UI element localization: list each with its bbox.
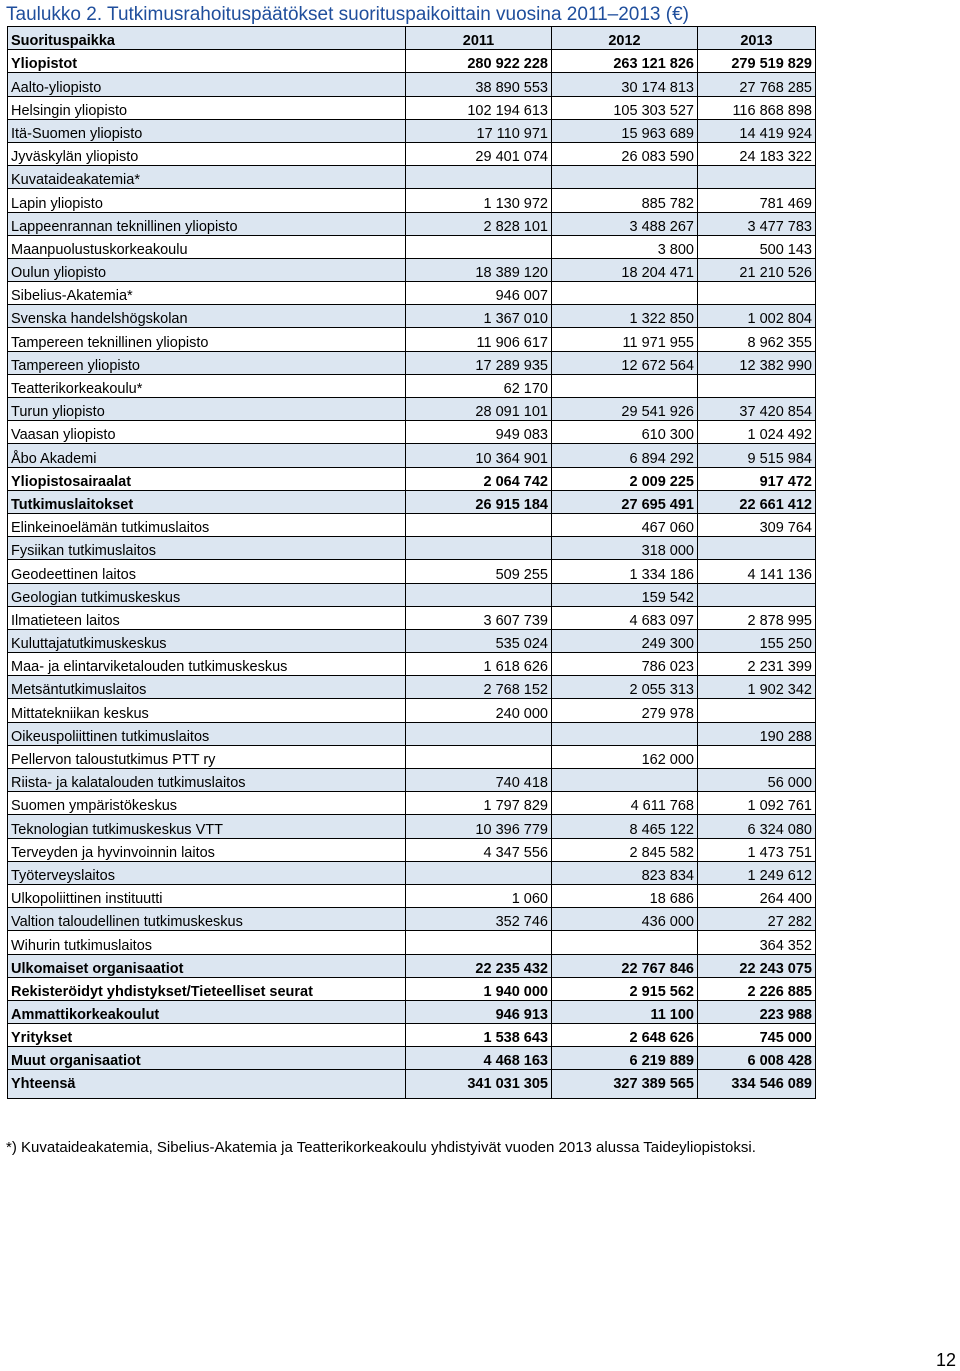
value-cell-2012: 29 541 926 xyxy=(552,398,698,421)
header-cell-2013: 2013 xyxy=(698,27,816,50)
table-row xyxy=(8,96,816,119)
row-label-cell: Ulkopoliittinen instituutti xyxy=(8,884,406,907)
value-cell-2012: 27 695 491 xyxy=(552,490,698,513)
value-cell-2013: 8 962 355 xyxy=(698,328,816,351)
value-cell-2013: 27 282 xyxy=(698,908,816,931)
value-cell-2013: 27 768 285 xyxy=(698,73,816,96)
table-row xyxy=(8,560,816,583)
value-cell-2013: 9 515 984 xyxy=(698,444,816,467)
value-cell-2013: 1 024 492 xyxy=(698,421,816,444)
table-row xyxy=(8,328,816,351)
value-cell-2013: 14 419 924 xyxy=(698,119,816,142)
value-cell-2011: 2 064 742 xyxy=(406,467,552,490)
value-cell-2013: 56 000 xyxy=(698,769,816,792)
value-cell-2011: 1 367 010 xyxy=(406,305,552,328)
value-cell-2011 xyxy=(406,235,552,258)
value-cell-2013: 12 382 990 xyxy=(698,351,816,374)
row-label-cell: Työterveyslaitos xyxy=(8,861,406,884)
table-row xyxy=(8,769,816,792)
value-cell-2011 xyxy=(406,861,552,884)
value-cell-2011: 280 922 228 xyxy=(406,50,552,73)
value-cell-2011: 10 396 779 xyxy=(406,815,552,838)
row-label-cell: Pellervon taloustutkimus PTT ry xyxy=(8,745,406,768)
value-cell-2013: 24 183 322 xyxy=(698,142,816,165)
value-cell-2011: 949 083 xyxy=(406,421,552,444)
value-cell-2012: 436 000 xyxy=(552,908,698,931)
value-cell-2011: 509 255 xyxy=(406,560,552,583)
row-label-cell: Helsingin yliopisto xyxy=(8,96,406,119)
value-cell-2011: 1 538 643 xyxy=(406,1024,552,1047)
row-label-cell: Lappeenrannan teknillinen yliopisto xyxy=(8,212,406,235)
value-cell-2013: 4 141 136 xyxy=(698,560,816,583)
value-cell-2013: 2 226 885 xyxy=(698,977,816,1000)
value-cell-2011 xyxy=(406,722,552,745)
value-cell-2012: 26 083 590 xyxy=(552,142,698,165)
value-cell-2013: 3 477 783 xyxy=(698,212,816,235)
header-row xyxy=(8,27,816,50)
table-row xyxy=(8,282,816,305)
value-cell-2013 xyxy=(698,166,816,189)
row-label-cell: Lapin yliopisto xyxy=(8,189,406,212)
row-label-cell: Kuvataideakatemia* xyxy=(8,166,406,189)
value-cell-2012: 30 174 813 xyxy=(552,73,698,96)
row-label-cell: Mittatekniikan keskus xyxy=(8,699,406,722)
row-label-cell: Geodeettinen laitos xyxy=(8,560,406,583)
value-cell-2012: 15 963 689 xyxy=(552,119,698,142)
value-cell-2012: 2 648 626 xyxy=(552,1024,698,1047)
value-cell-2011: 2 828 101 xyxy=(406,212,552,235)
row-label-cell: Aalto-yliopisto xyxy=(8,73,406,96)
row-label-cell: Fysiikan tutkimuslaitos xyxy=(8,537,406,560)
value-cell-2013: 223 988 xyxy=(698,1000,816,1023)
table-row xyxy=(8,513,816,536)
value-cell-2011 xyxy=(406,537,552,560)
value-cell-2012: 22 767 846 xyxy=(552,954,698,977)
value-cell-2012: 18 204 471 xyxy=(552,258,698,281)
value-cell-2012: 6 219 889 xyxy=(552,1047,698,1070)
table-row xyxy=(8,305,816,328)
value-cell-2013: 364 352 xyxy=(698,931,816,954)
value-cell-2013: 6 324 080 xyxy=(698,815,816,838)
row-label-cell: Turun yliopisto xyxy=(8,398,406,421)
value-cell-2011: 22 235 432 xyxy=(406,954,552,977)
value-cell-2011: 2 768 152 xyxy=(406,676,552,699)
row-label-cell: Ammattikorkeakoulut xyxy=(8,1000,406,1023)
row-label-cell: Muut organisaatiot xyxy=(8,1047,406,1070)
table-row xyxy=(8,1070,816,1099)
table-row xyxy=(8,421,816,444)
table-row xyxy=(8,861,816,884)
value-cell-2011 xyxy=(406,513,552,536)
table-row xyxy=(8,977,816,1000)
value-cell-2012 xyxy=(552,931,698,954)
row-label-cell: Oulun yliopisto xyxy=(8,258,406,281)
value-cell-2011 xyxy=(406,931,552,954)
value-cell-2011: 535 024 xyxy=(406,629,552,652)
table-row xyxy=(8,537,816,560)
value-cell-2011: 341 031 305 xyxy=(406,1070,552,1099)
row-label-cell: Suomen ympäristökeskus xyxy=(8,792,406,815)
value-cell-2012: 3 800 xyxy=(552,235,698,258)
value-cell-2013 xyxy=(698,699,816,722)
value-cell-2013: 309 764 xyxy=(698,513,816,536)
value-cell-2012: 6 894 292 xyxy=(552,444,698,467)
value-cell-2011: 18 389 120 xyxy=(406,258,552,281)
table-row xyxy=(8,212,816,235)
table-row xyxy=(8,606,816,629)
table-row xyxy=(8,73,816,96)
row-label-cell: Kuluttajatutkimuskeskus xyxy=(8,629,406,652)
value-cell-2011 xyxy=(406,583,552,606)
table-row xyxy=(8,908,816,931)
table-row xyxy=(8,884,816,907)
value-cell-2012: 467 060 xyxy=(552,513,698,536)
table-row xyxy=(8,490,816,513)
value-cell-2012 xyxy=(552,166,698,189)
value-cell-2012: 2 915 562 xyxy=(552,977,698,1000)
row-label-cell: Wihurin tutkimuslaitos xyxy=(8,931,406,954)
value-cell-2013: 279 519 829 xyxy=(698,50,816,73)
value-cell-2013: 264 400 xyxy=(698,884,816,907)
table-row xyxy=(8,50,816,73)
value-cell-2011: 17 110 971 xyxy=(406,119,552,142)
table-row xyxy=(8,699,816,722)
value-cell-2012: 4 683 097 xyxy=(552,606,698,629)
row-label-cell: Maanpuolustuskorkeakoulu xyxy=(8,235,406,258)
table-row xyxy=(8,258,816,281)
table-row xyxy=(8,676,816,699)
value-cell-2011: 352 746 xyxy=(406,908,552,931)
row-label-cell: Riista- ja kalatalouden tutkimuslaitos xyxy=(8,769,406,792)
value-cell-2012 xyxy=(552,769,698,792)
value-cell-2013: 155 250 xyxy=(698,629,816,652)
value-cell-2012: 2 009 225 xyxy=(552,467,698,490)
table-row xyxy=(8,745,816,768)
row-label-cell: Maa- ja elintarviketalouden tutkimuskeskus xyxy=(8,653,406,676)
header-cell-2012: 2012 xyxy=(552,27,698,50)
header-cell-place: Suorituspaikka xyxy=(8,27,406,50)
value-cell-2012: 327 389 565 xyxy=(552,1070,698,1099)
value-cell-2013: 1 249 612 xyxy=(698,861,816,884)
row-label-cell: Itä-Suomen yliopisto xyxy=(8,119,406,142)
row-label-cell: Ilmatieteen laitos xyxy=(8,606,406,629)
value-cell-2013 xyxy=(698,583,816,606)
row-label-cell: Terveyden ja hyvinvoinnin laitos xyxy=(8,838,406,861)
value-cell-2011 xyxy=(406,166,552,189)
value-cell-2011: 28 091 101 xyxy=(406,398,552,421)
table-row xyxy=(8,722,816,745)
value-cell-2012: 4 611 768 xyxy=(552,792,698,815)
value-cell-2012: 105 303 527 xyxy=(552,96,698,119)
value-cell-2013 xyxy=(698,745,816,768)
value-cell-2011: 17 289 935 xyxy=(406,351,552,374)
value-cell-2013: 1 092 761 xyxy=(698,792,816,815)
table-row xyxy=(8,931,816,954)
table-row xyxy=(8,838,816,861)
value-cell-2011: 1 940 000 xyxy=(406,977,552,1000)
value-cell-2012 xyxy=(552,282,698,305)
value-cell-2013: 1 473 751 xyxy=(698,838,816,861)
header-cell-2011: 2011 xyxy=(406,27,552,50)
footnote: *) Kuvataideakatemia, Sibelius-Akatemia ja Teatterikorkeakoulu yhdistyivät vuoden 2013 alussa Taideyliopistoksi. xyxy=(6,1139,756,1156)
value-cell-2013: 917 472 xyxy=(698,467,816,490)
row-label-cell: Yliopistot xyxy=(8,50,406,73)
table-row xyxy=(8,1047,816,1070)
value-cell-2012: 279 978 xyxy=(552,699,698,722)
table-row xyxy=(8,467,816,490)
value-cell-2011: 3 607 739 xyxy=(406,606,552,629)
row-label-cell: Elinkeinoelämän tutkimuslaitos xyxy=(8,513,406,536)
value-cell-2011: 240 000 xyxy=(406,699,552,722)
value-cell-2012: 8 465 122 xyxy=(552,815,698,838)
value-cell-2011: 11 906 617 xyxy=(406,328,552,351)
value-cell-2013: 745 000 xyxy=(698,1024,816,1047)
table-row xyxy=(8,235,816,258)
value-cell-2013 xyxy=(698,374,816,397)
table-row xyxy=(8,629,816,652)
row-label-cell: Svenska handelshögskolan xyxy=(8,305,406,328)
value-cell-2013: 21 210 526 xyxy=(698,258,816,281)
table-row xyxy=(8,119,816,142)
row-label-cell: Tampereen yliopisto xyxy=(8,351,406,374)
value-cell-2013: 1 902 342 xyxy=(698,676,816,699)
value-cell-2013: 1 002 804 xyxy=(698,305,816,328)
value-cell-2013 xyxy=(698,282,816,305)
table-row xyxy=(8,1024,816,1047)
value-cell-2011: 1 618 626 xyxy=(406,653,552,676)
table-row xyxy=(8,189,816,212)
value-cell-2012: 3 488 267 xyxy=(552,212,698,235)
value-cell-2013: 2 231 399 xyxy=(698,653,816,676)
value-cell-2013: 334 546 089 xyxy=(698,1070,816,1099)
funding-table xyxy=(7,26,816,1099)
table-row xyxy=(8,954,816,977)
value-cell-2011: 946 007 xyxy=(406,282,552,305)
row-label-cell: Geologian tutkimuskeskus xyxy=(8,583,406,606)
table-title: Taulukko 2. Tutkimusrahoituspäätökset suorituspaikoittain vuosina 2011–2013 (€) xyxy=(6,4,689,25)
value-cell-2012: 610 300 xyxy=(552,421,698,444)
table-row xyxy=(8,166,816,189)
value-cell-2012: 11 971 955 xyxy=(552,328,698,351)
row-label-cell: Tampereen teknillinen yliopisto xyxy=(8,328,406,351)
value-cell-2011: 26 915 184 xyxy=(406,490,552,513)
value-cell-2012: 2 055 313 xyxy=(552,676,698,699)
value-cell-2013: 116 868 898 xyxy=(698,96,816,119)
row-label-cell: Sibelius-Akatemia* xyxy=(8,282,406,305)
value-cell-2013: 6 008 428 xyxy=(698,1047,816,1070)
value-cell-2012: 18 686 xyxy=(552,884,698,907)
value-cell-2012: 249 300 xyxy=(552,629,698,652)
value-cell-2011: 29 401 074 xyxy=(406,142,552,165)
value-cell-2013: 500 143 xyxy=(698,235,816,258)
value-cell-2011: 740 418 xyxy=(406,769,552,792)
table-row xyxy=(8,583,816,606)
value-cell-2012: 2 845 582 xyxy=(552,838,698,861)
row-label-cell: Vaasan yliopisto xyxy=(8,421,406,444)
value-cell-2011: 4 347 556 xyxy=(406,838,552,861)
value-cell-2012: 159 542 xyxy=(552,583,698,606)
value-cell-2011: 1 060 xyxy=(406,884,552,907)
row-label-cell: Oikeuspoliittinen tutkimuslaitos xyxy=(8,722,406,745)
value-cell-2012: 12 672 564 xyxy=(552,351,698,374)
row-label-cell: Ulkomaiset organisaatiot xyxy=(8,954,406,977)
table-row xyxy=(8,444,816,467)
value-cell-2011: 1 130 972 xyxy=(406,189,552,212)
row-label-cell: Yritykset xyxy=(8,1024,406,1047)
table-row xyxy=(8,351,816,374)
value-cell-2013 xyxy=(698,537,816,560)
row-label-cell: Åbo Akademi xyxy=(8,444,406,467)
row-label-cell: Teatterikorkeakoulu* xyxy=(8,374,406,397)
value-cell-2012: 263 121 826 xyxy=(552,50,698,73)
value-cell-2012: 823 834 xyxy=(552,861,698,884)
value-cell-2012: 885 782 xyxy=(552,189,698,212)
value-cell-2012: 1 334 186 xyxy=(552,560,698,583)
value-cell-2011 xyxy=(406,745,552,768)
table-row xyxy=(8,815,816,838)
row-label-cell: Yliopistosairaalat xyxy=(8,467,406,490)
table-row xyxy=(8,1000,816,1023)
value-cell-2011: 10 364 901 xyxy=(406,444,552,467)
value-cell-2013: 22 243 075 xyxy=(698,954,816,977)
value-cell-2013: 37 420 854 xyxy=(698,398,816,421)
table-row xyxy=(8,792,816,815)
value-cell-2012: 786 023 xyxy=(552,653,698,676)
table-row xyxy=(8,374,816,397)
value-cell-2012: 162 000 xyxy=(552,745,698,768)
value-cell-2012: 318 000 xyxy=(552,537,698,560)
row-label-cell: Jyväskylän yliopisto xyxy=(8,142,406,165)
row-label-cell: Tutkimuslaitokset xyxy=(8,490,406,513)
value-cell-2013: 22 661 412 xyxy=(698,490,816,513)
value-cell-2011: 4 468 163 xyxy=(406,1047,552,1070)
value-cell-2012: 1 322 850 xyxy=(552,305,698,328)
value-cell-2012 xyxy=(552,722,698,745)
value-cell-2011: 102 194 613 xyxy=(406,96,552,119)
table-row xyxy=(8,142,816,165)
table-row xyxy=(8,398,816,421)
row-label-cell: Valtion taloudellinen tutkimuskeskus xyxy=(8,908,406,931)
row-label-cell: Yhteensä xyxy=(8,1070,406,1099)
value-cell-2013: 781 469 xyxy=(698,189,816,212)
row-label-cell: Metsäntutkimuslaitos xyxy=(8,676,406,699)
page-number: 12 xyxy=(935,1350,956,1370)
row-label-cell: Rekisteröidyt yhdistykset/Tieteelliset seurat xyxy=(8,977,406,1000)
row-label-cell: Teknologian tutkimuskeskus VTT xyxy=(8,815,406,838)
value-cell-2013: 2 878 995 xyxy=(698,606,816,629)
value-cell-2012: 11 100 xyxy=(552,1000,698,1023)
value-cell-2012 xyxy=(552,374,698,397)
table-row xyxy=(8,653,816,676)
value-cell-2011: 38 890 553 xyxy=(406,73,552,96)
value-cell-2013: 190 288 xyxy=(698,722,816,745)
value-cell-2011: 62 170 xyxy=(406,374,552,397)
value-cell-2011: 1 797 829 xyxy=(406,792,552,815)
value-cell-2011: 946 913 xyxy=(406,1000,552,1023)
